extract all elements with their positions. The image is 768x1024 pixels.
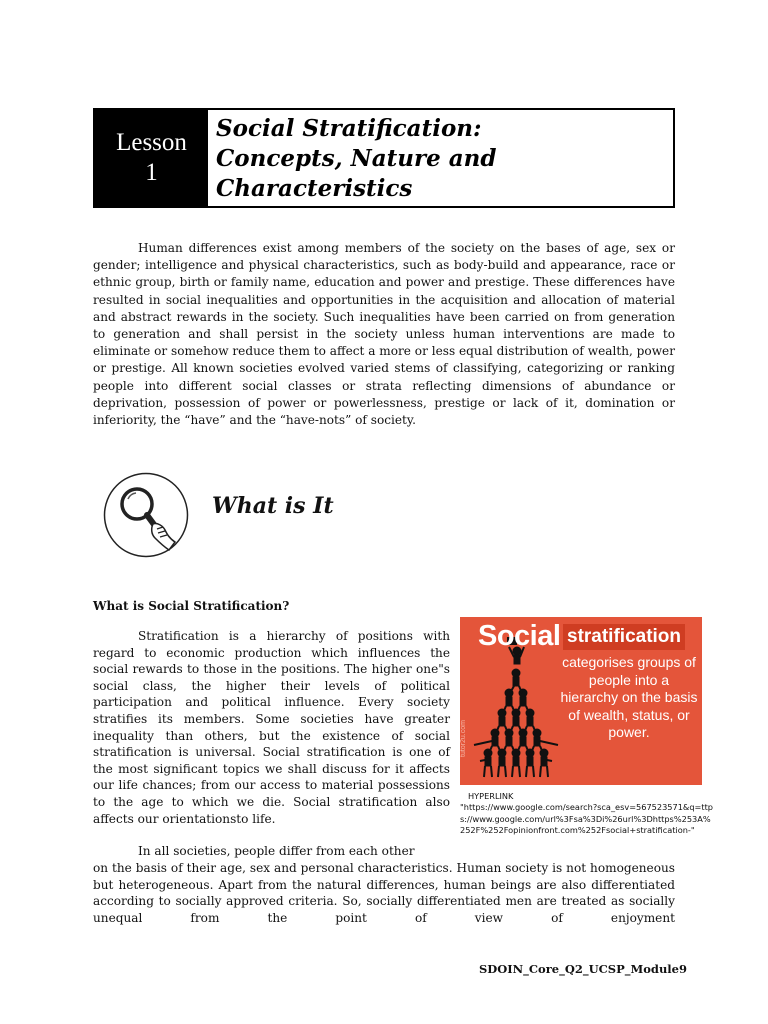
intro-paragraph: Human differences exist among members of the society on the bases of age, sex or gender; intelligence and physical characteristics, such as body-build and appearance, race or ethnic group, birth or family name, education and power and prestige. These differences have resulted in social inequalities and opportunities in the acquisition and allocation of material and abstract rewards in the society. Such inequalities have been carried on from generation to generation and shall persist in the society unless human interventions are made to eliminate or somehow reduce them to affect a more or less equal distribution of wealth, power or prestige. All known societies evolved varied stems of classifying, categorizing or ranking people into different social classes or strata reflecting dimensions of abundance or deprivation, possession of power or powerlessness, prestige or lack of it, domination or inferiority, the “have” and the “have-nots” of society. bbox=[93, 241, 675, 428]
infographic-title-social: Social bbox=[478, 620, 561, 652]
infographic-credit: tutor2u.com bbox=[460, 720, 467, 757]
infographic-description: categorises groups of people into a hierarchy on the basis of wealth, status, or power. bbox=[560, 654, 698, 741]
hyperlink-label: HYPERLINK bbox=[468, 791, 514, 801]
hyperlink-caption bbox=[460, 791, 714, 836]
infographic-title-stratification: stratification bbox=[563, 624, 685, 650]
sub-heading: What is Social Stratification? bbox=[93, 599, 290, 613]
magnifying-glass-icon bbox=[103, 472, 189, 558]
social-stratification-infographic bbox=[460, 617, 702, 785]
section-heading: What is It bbox=[212, 493, 334, 519]
differences-paragraph-body: on the basis of their age, sex and personal characteristics. Human society is not homogeneous but heterogeneous. Apart from the natural differences, human beings are also differentiated according to socially approved criteria. So, socially differentiated men are treated as socially unequal from the point of view of enjoyment bbox=[93, 861, 675, 925]
lesson-title-line-1: Social Stratification: bbox=[216, 115, 482, 142]
lesson-label: Lesson bbox=[116, 129, 187, 156]
hyperlink-url[interactable]: "https://www.google.com/search?sca_esv=567523571&q=ttps://www.google.com/url%3Fsa%3Di%26url%3Dhttps%253A%252F%252Fopinionfront.com%252Fsocial+stratification-" bbox=[460, 802, 713, 835]
lesson-title-line-3: Characteristics bbox=[216, 175, 413, 202]
lesson-banner bbox=[93, 108, 675, 208]
lesson-title-line-2: Concepts, Nature and bbox=[216, 145, 497, 172]
lesson-number-box bbox=[95, 110, 208, 206]
differences-paragraph-line-1: In all societies, people differ from each other bbox=[138, 844, 415, 858]
stratification-paragraph: Stratification is a hierarchy of positions with regard to economic production which influences the social rewards to those in the positions. The higher one"s social class, the higher their levels of political participation and political influence. Every society stratifies its members. Some societies have greater inequality than others, but the existence of social stratification is universal. Social stratification is one of the most significant topics we shall discuss for it affects our life chances; from our access to material possessions to the age to which we die. Social stratification also affects our orientationsto life. bbox=[93, 629, 450, 826]
lesson-number: 1 bbox=[145, 159, 158, 186]
module-footer: SDOIN_Core_Q2_UCSP_Module9 bbox=[478, 962, 687, 976]
lesson-title bbox=[208, 110, 673, 206]
